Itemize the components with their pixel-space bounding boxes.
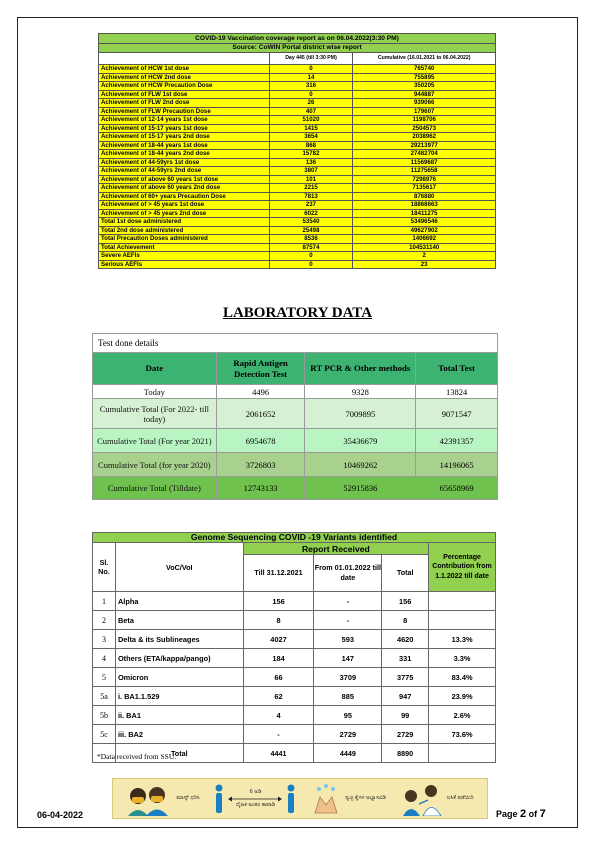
vaccination-day-value: 0 xyxy=(269,90,353,99)
vaccination-cumulative-value: 350205 xyxy=(353,82,496,91)
vaccination-day-value: 3654 xyxy=(269,133,353,142)
banner-mask-text: ಮಾಸ್ಕ್ ಧರಿಸಿ xyxy=(176,795,200,801)
laboratory-heading: LABORATORY DATA xyxy=(222,305,373,321)
vaccination-cumulative-value: 11275658 xyxy=(353,167,496,176)
handwash-icon xyxy=(311,783,341,815)
genome-variant-name: iii. BA2 xyxy=(115,725,243,744)
genome-percentage-value: 3.3% xyxy=(429,649,496,668)
vaccination-day-value: 0 xyxy=(269,260,353,269)
vaccination-row-label: Achievement of 18-44 years 2nd dose xyxy=(99,150,270,159)
vaccination-day-value: 26 xyxy=(269,99,353,108)
vaccination-cumulative-value: 1406692 xyxy=(353,235,496,244)
vaccination-row xyxy=(99,133,496,142)
banner-distance-text: ದೈಹಿಕ ಅಂತರ ಕಾಪಾಡಿ xyxy=(235,801,276,808)
vaccination-day-value: 0 xyxy=(269,252,353,261)
genome-sequencing-table xyxy=(92,532,496,763)
vaccination-day-value: 25498 xyxy=(269,226,353,235)
vaccination-row xyxy=(99,65,496,74)
vaccination-day-value: 0 xyxy=(269,65,353,74)
genome-sl: 1 xyxy=(93,592,116,611)
lab-rtpcr-value: 10469262 xyxy=(305,453,416,477)
genome-percentage-value: 2.6% xyxy=(429,706,496,725)
vaccination-row-label: Achievement of 44-59yrs 1st dose xyxy=(99,158,270,167)
vaccination-row xyxy=(99,192,496,201)
lab-total-value: 14196065 xyxy=(416,453,498,477)
genome-total-till: 4441 xyxy=(243,744,314,763)
vaccination-coverage-table xyxy=(98,33,496,269)
genome-till-value: 8 xyxy=(243,611,314,630)
vaccination-row-label: Achievement of 18-44 years 1st dose xyxy=(99,141,270,150)
genome-total-value: 4620 xyxy=(382,630,429,649)
lab-total-value: 65658969 xyxy=(416,477,498,500)
genome-total-value: 8 xyxy=(382,611,429,630)
vaccination-row xyxy=(99,218,496,227)
lab-rat-value: 12743133 xyxy=(216,477,305,500)
vaccination-row-label: Achievement of FLW 2nd dose xyxy=(99,99,270,108)
genome-from-value: - xyxy=(314,611,382,630)
genome-percentage-value: 13.3% xyxy=(429,630,496,649)
vaccination-day-value: 53540 xyxy=(269,218,353,227)
lab-total-value: 42391357 xyxy=(416,429,498,453)
vaccination-row-label: Total Precaution Doses administered xyxy=(99,235,270,244)
vaccination-source: Source: CoWIN Portal district wise report xyxy=(99,43,496,53)
genome-row xyxy=(93,687,496,706)
vaccination-cumulative-value: 49627902 xyxy=(353,226,496,235)
laboratory-table xyxy=(92,333,498,500)
genome-row xyxy=(93,668,496,687)
genome-till-value: 66 xyxy=(243,668,314,687)
genome-from-value: 147 xyxy=(314,649,382,668)
vaccination-day-value: 237 xyxy=(269,201,353,210)
person-right-icon xyxy=(286,784,296,814)
banner-distance-six-feet: 6 ಅಡಿ xyxy=(249,788,262,795)
vaccination-row xyxy=(99,82,496,91)
genome-percentage-value: 23.9% xyxy=(429,687,496,706)
vaccination-cumulative-value: 765740 xyxy=(353,65,496,74)
vaccination-row-label: Achievement of HCW 2nd dose xyxy=(99,73,270,82)
lab-row-label: Cumulative Total (For year 2021) xyxy=(93,429,217,453)
vaccination-row xyxy=(99,158,496,167)
genome-total-total: 8890 xyxy=(382,744,429,763)
vaccination-cumulative-value: 2504573 xyxy=(353,124,496,133)
genome-from-value: - xyxy=(314,592,382,611)
genome-till-value: 156 xyxy=(243,592,314,611)
genome-row xyxy=(93,649,496,668)
genome-header-sl: Sl. No. xyxy=(93,543,116,592)
vaccination-row-label: Achievement of 60+ years Precaution Dose xyxy=(99,192,270,201)
banner-distance-text-group xyxy=(228,789,282,809)
lab-header-rtpcr: RT PCR & Other methods xyxy=(305,353,416,385)
vaccination-cumulative-value: 2038962 xyxy=(353,133,496,142)
vaccination-row-label: Total 2nd dose administered xyxy=(99,226,270,235)
lab-total-value: 13824 xyxy=(416,385,498,399)
vaccination-header-cumulative: Cumulative (16.01.2021 to 06.04.2022) xyxy=(353,53,496,65)
vaccination-row-label: Achievement of 12-14 years 1st dose xyxy=(99,116,270,125)
vaccination-row-label: Achievement of > 45 years 2nd dose xyxy=(99,209,270,218)
vaccination-row xyxy=(99,99,496,108)
lab-row-label: Today xyxy=(93,385,217,399)
vaccination-day-value: 136 xyxy=(269,158,353,167)
vaccination-cumulative-value: 939066 xyxy=(353,99,496,108)
lab-row xyxy=(93,385,498,399)
genome-header-till: Till 31.12.2021 xyxy=(243,555,314,592)
genome-sl: 5b xyxy=(93,706,116,725)
genome-total-value: 331 xyxy=(382,649,429,668)
lab-row xyxy=(93,477,498,500)
lab-rtpcr-value: 7009895 xyxy=(305,399,416,429)
lab-rat-value: 3726803 xyxy=(216,453,305,477)
vaccination-cumulative-value: 179607 xyxy=(353,107,496,116)
lab-row-label: Cumulative Total (for year 2020) xyxy=(93,453,217,477)
vaccination-cumulative-value: 53496546 xyxy=(353,218,496,227)
lab-header-total: Total Test xyxy=(416,353,498,385)
page-number: Page 2 of 7 xyxy=(496,808,546,820)
genome-from-value: 2729 xyxy=(314,725,382,744)
banner-vaccine-text: ಲಸಿಕೆ ಪಡೆಯಿರಿ xyxy=(446,795,474,801)
genome-till-value: 4 xyxy=(243,706,314,725)
vaccination-day-value: 1415 xyxy=(269,124,353,133)
vaccination-row-label: Severe AEFIs xyxy=(99,252,270,261)
vaccination-row xyxy=(99,73,496,82)
vaccination-row-label: Achievement of HCW 1st dose xyxy=(99,65,270,74)
vaccination-row xyxy=(99,124,496,133)
genome-row xyxy=(93,611,496,630)
lab-row xyxy=(93,453,498,477)
vaccination-row xyxy=(99,235,496,244)
vaccination-row xyxy=(99,107,496,116)
vaccination-row-label: Achievement of above 60 years 2nd dose xyxy=(99,184,270,193)
vaccination-row-label: Total 1st dose administered xyxy=(99,218,270,227)
vaccination-day-value: 868 xyxy=(269,141,353,150)
vaccination-row-label: Achievement of FLW Precaution Dose xyxy=(99,107,270,116)
lab-row xyxy=(93,429,498,453)
genome-title: Genome Sequencing COVID -19 Variants identified xyxy=(93,533,496,543)
genome-sl: 3 xyxy=(93,630,116,649)
vaccination-cumulative-value: 755895 xyxy=(353,73,496,82)
vaccination-row xyxy=(99,90,496,99)
genome-variant-name: Omicron xyxy=(115,668,243,687)
genome-from-value: 885 xyxy=(314,687,382,706)
genome-variant-name: Alpha xyxy=(115,592,243,611)
genome-variant-name: Delta & its Sublineages xyxy=(115,630,243,649)
genome-total-value: 3775 xyxy=(382,668,429,687)
genome-sl: 5a xyxy=(93,687,116,706)
vaccination-day-value: 15782 xyxy=(269,150,353,159)
vaccination-row-label: Achievement of FLW 1st dose xyxy=(99,90,270,99)
vaccination-day-value: 407 xyxy=(269,107,353,116)
vaccination-row-label: Achievement of 15-17 years 1st dose xyxy=(99,124,270,133)
lab-rtpcr-value: 9328 xyxy=(305,385,416,399)
vaccination-day-value: 101 xyxy=(269,175,353,184)
genome-total-from: 4449 xyxy=(314,744,382,763)
genome-variant-name: i. BA1.1.529 xyxy=(115,687,243,706)
genome-sl: 4 xyxy=(93,649,116,668)
banner-mask-segment xyxy=(126,779,199,818)
vaccination-row xyxy=(99,252,496,261)
vaccination-row xyxy=(99,150,496,159)
vaccination-title: COVID-19 Vaccination coverage report as on 06.04.2022(3:30 PM) xyxy=(99,34,496,44)
vaccination-cumulative-value: 29213977 xyxy=(353,141,496,150)
vaccination-row xyxy=(99,116,496,125)
genome-row xyxy=(93,592,496,611)
person-left-icon xyxy=(214,784,224,814)
laboratory-caption: Test done details xyxy=(93,334,498,353)
genome-total-label: Total xyxy=(115,744,243,763)
masked-people-icon xyxy=(126,782,172,816)
banner-handwash-segment xyxy=(311,779,386,818)
vaccination-cumulative-value: 104531140 xyxy=(353,243,496,252)
genome-header-voc: VoC/VoI xyxy=(115,543,243,592)
genome-till-value: 4027 xyxy=(243,630,314,649)
vaccination-cumulative-value: 2 xyxy=(353,252,496,261)
vaccination-cumulative-value: 23 xyxy=(353,260,496,269)
vaccination-cumulative-value: 18411275 xyxy=(353,209,496,218)
vaccination-row xyxy=(99,243,496,252)
genome-header-report-received: Report Received xyxy=(243,543,428,555)
report-date: 06-04-2022 xyxy=(37,810,84,820)
banner-distance-segment xyxy=(214,779,296,818)
vaccination-cumulative-value: 7298976 xyxy=(353,175,496,184)
vaccination-row-label: Achievement of 15-17 years 2nd dose xyxy=(99,133,270,142)
vaccination-row xyxy=(99,201,496,210)
genome-percentage-value: 73.6% xyxy=(429,725,496,744)
genome-total-value: 99 xyxy=(382,706,429,725)
vaccination-day-value: 7813 xyxy=(269,192,353,201)
vaccination-row-label: Serious AEFIs xyxy=(99,260,270,269)
genome-total-value: 2729 xyxy=(382,725,429,744)
vaccination-cumulative-value: 876880 xyxy=(353,192,496,201)
genome-sl: 5c xyxy=(93,725,116,744)
vaccination-row xyxy=(99,260,496,269)
genome-header-percentage: Percentage Contribution from 1.1.2022 till date xyxy=(429,543,496,592)
genome-till-value: 62 xyxy=(243,687,314,706)
vaccination-cumulative-value: 18868663 xyxy=(353,201,496,210)
genome-row xyxy=(93,706,496,725)
vaccination-day-value: 2215 xyxy=(269,184,353,193)
vaccination-header-day: Day 445 (till 3:30 PM) xyxy=(269,53,353,65)
vaccination-day-value: 6022 xyxy=(269,209,353,218)
lab-rat-value: 2061652 xyxy=(216,399,305,429)
genome-from-value: 95 xyxy=(314,706,382,725)
genome-variant-name: Others (ETA/kappa/pango) xyxy=(115,649,243,668)
vaccination-row xyxy=(99,226,496,235)
vaccination-row xyxy=(99,175,496,184)
genome-header-total: Total xyxy=(382,555,429,592)
lab-header-rat: Rapid Antigen Detection Test xyxy=(216,353,305,385)
genome-sl: 2 xyxy=(93,611,116,630)
banner-handwash-text: ಸ್ವಚ್ಛ ಕೈಗಳ ಅಭ್ಯಾಸವಿಡಿ xyxy=(345,795,387,801)
vaccination-header-blank xyxy=(99,53,270,65)
lab-rat-value: 4496 xyxy=(216,385,305,399)
vaccination-row xyxy=(99,184,496,193)
lab-header-date: Date xyxy=(93,353,217,385)
genome-percentage-value xyxy=(429,611,496,630)
genome-variant-name: Beta xyxy=(115,611,243,630)
genome-total-value: 156 xyxy=(382,592,429,611)
vaccination-row-label: Total Achievement xyxy=(99,243,270,252)
genome-percentage-value xyxy=(429,592,496,611)
lab-rat-value: 6954678 xyxy=(216,429,305,453)
vaccination-row-label: Achievement of HCW Precaution Dose xyxy=(99,82,270,91)
vaccination-cumulative-value: 11569687 xyxy=(353,158,496,167)
vaccination-day-value: 51020 xyxy=(269,116,353,125)
genome-total-pct xyxy=(429,744,496,763)
lab-row-label: Cumulative Total (For 2022- till today) xyxy=(93,399,217,429)
lab-row xyxy=(93,399,498,429)
genome-from-value: 3709 xyxy=(314,668,382,687)
genome-row xyxy=(93,725,496,744)
vaccination-row xyxy=(99,209,496,218)
vaccination-row xyxy=(99,141,496,150)
vaccination-cumulative-value: 27482704 xyxy=(353,150,496,159)
vaccination-day-value: 3807 xyxy=(269,167,353,176)
vaccination-day-value: 316 xyxy=(269,82,353,91)
vaccination-icon xyxy=(401,782,443,816)
lab-rtpcr-value: 52915836 xyxy=(305,477,416,500)
vaccination-row-label: Achievement of 44-59yrs 2nd dose xyxy=(99,167,270,176)
banner-vaccine-segment xyxy=(401,779,474,818)
lab-rtpcr-value: 35436679 xyxy=(305,429,416,453)
vaccination-day-value: 87574 xyxy=(269,243,353,252)
genome-till-value: 184 xyxy=(243,649,314,668)
genome-variant-name: ii. BA1 xyxy=(115,706,243,725)
genome-from-value: 593 xyxy=(314,630,382,649)
genome-sl: 5 xyxy=(93,668,116,687)
genome-row xyxy=(93,630,496,649)
vaccination-cumulative-value: 944887 xyxy=(353,90,496,99)
vaccination-row-label: Achievement of > 45 years 1st dose xyxy=(99,201,270,210)
genome-percentage-value: 83.4% xyxy=(429,668,496,687)
vaccination-cumulative-value: 7135617 xyxy=(353,184,496,193)
vaccination-row xyxy=(99,167,496,176)
vaccination-day-value: 14 xyxy=(269,73,353,82)
lab-total-value: 9071547 xyxy=(416,399,498,429)
data-source-note: *Data received from SSU. xyxy=(97,752,177,761)
vaccination-cumulative-value: 1198706 xyxy=(353,116,496,125)
genome-header-from: From 01.01.2022 till date xyxy=(314,555,382,592)
lab-row-label: Cumulative Total (Tilldate) xyxy=(93,477,217,500)
genome-total-value: 947 xyxy=(382,687,429,706)
covid-appropriate-behaviour-banner xyxy=(112,778,488,819)
vaccination-day-value: 8536 xyxy=(269,235,353,244)
genome-till-value: - xyxy=(243,725,314,744)
vaccination-row-label: Achievement of above 60 years 1st dose xyxy=(99,175,270,184)
